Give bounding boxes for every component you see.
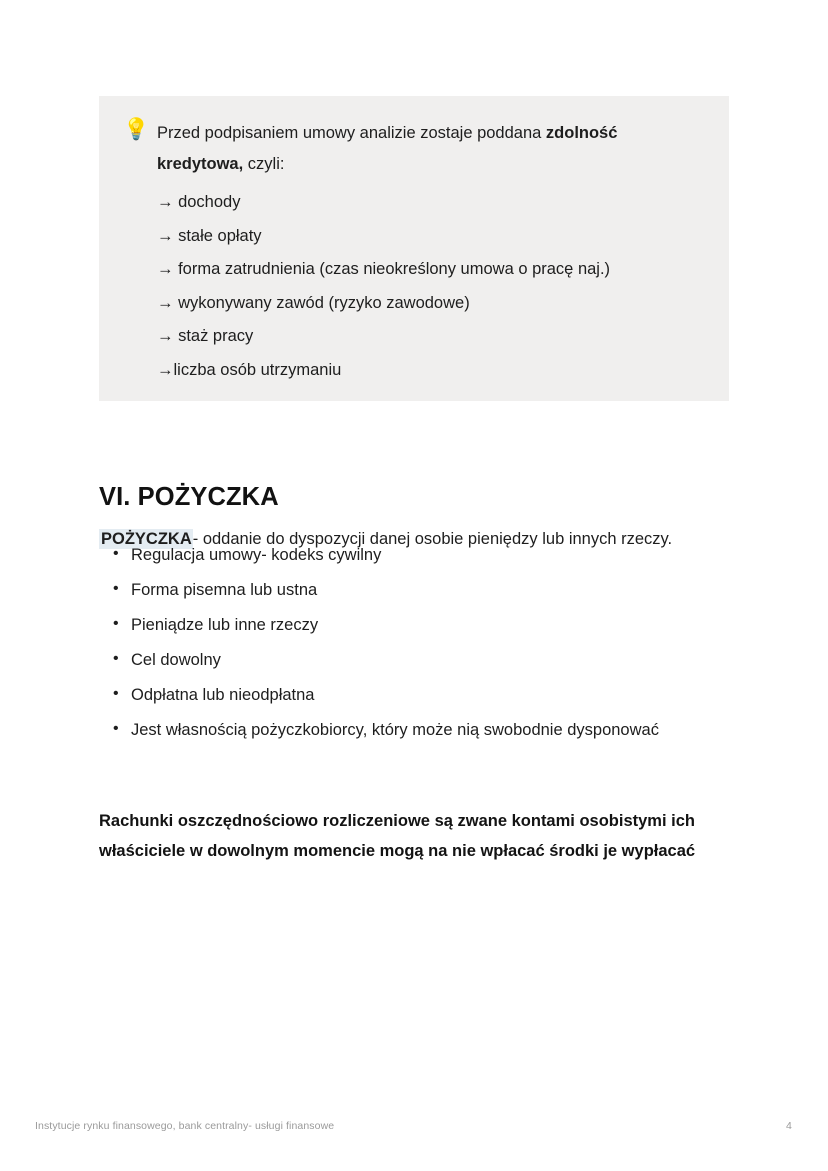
pozyczka-bullet-list: [113, 544, 771, 754]
list-item: → stałe opłaty: [157, 226, 262, 245]
list-item: • Forma pisemna lub ustna: [131, 579, 771, 601]
list-item: → staż pracy: [157, 327, 254, 345]
callout-lead-suffix: czyli:: [243, 155, 285, 173]
page-number: 4: [786, 1120, 792, 1132]
definition-text: - oddanie do dyspozycji danej osobie pieniędzy lub innych rzeczy.: [192, 529, 673, 548]
list-item: • Pieniądze lub inne rzeczy: [131, 614, 771, 636]
callout-lead-bold: zdolność kredytowa,: [157, 124, 618, 173]
list-item: • Cel dowolny: [131, 649, 771, 671]
callout-lead-text: [157, 118, 657, 180]
list-item: • Jest własnością pożyczkobiorcy, który może nią swobodnie dysponować: [131, 719, 771, 741]
callout-arrow-list: [157, 191, 703, 382]
list-item: → dochody: [157, 193, 241, 211]
page-title: VI. POŻYCZKA: [99, 483, 279, 512]
list-item: → wykonywany zawód (ryzyko zawodowe): [157, 293, 470, 312]
list-item: →liczba osób utrzymaniu: [157, 360, 342, 379]
list-item: • Regulacja umowy- kodeks cywilny: [131, 544, 771, 566]
closing-paragraph: Rachunki oszczędnościowo rozliczeniowe są zwane kontami osobistymi ich właściciele w dowolnym momencie mogą na nie wpłacać środki je wypłacać: [99, 811, 696, 860]
lightbulb-icon: 💡: [123, 118, 150, 141]
footer-note: Instytucje rynku finansowego, bank centralny- usługi finansowe: [35, 1120, 335, 1132]
list-item: • Odpłatna lub nieodpłatna: [131, 684, 771, 706]
definition-term-highlight: POŻYCZKA: [101, 529, 192, 548]
tip-callout-box: [99, 96, 729, 401]
callout-lead-prefix: Przed podpisaniem umowy analizie zostaje poddana: [157, 124, 546, 142]
callout-header: [123, 118, 703, 180]
list-item: → forma zatrudnienia (czas nieokreślony umowa o pracę naj.): [157, 260, 611, 278]
page-footer: [0, 1120, 828, 1140]
